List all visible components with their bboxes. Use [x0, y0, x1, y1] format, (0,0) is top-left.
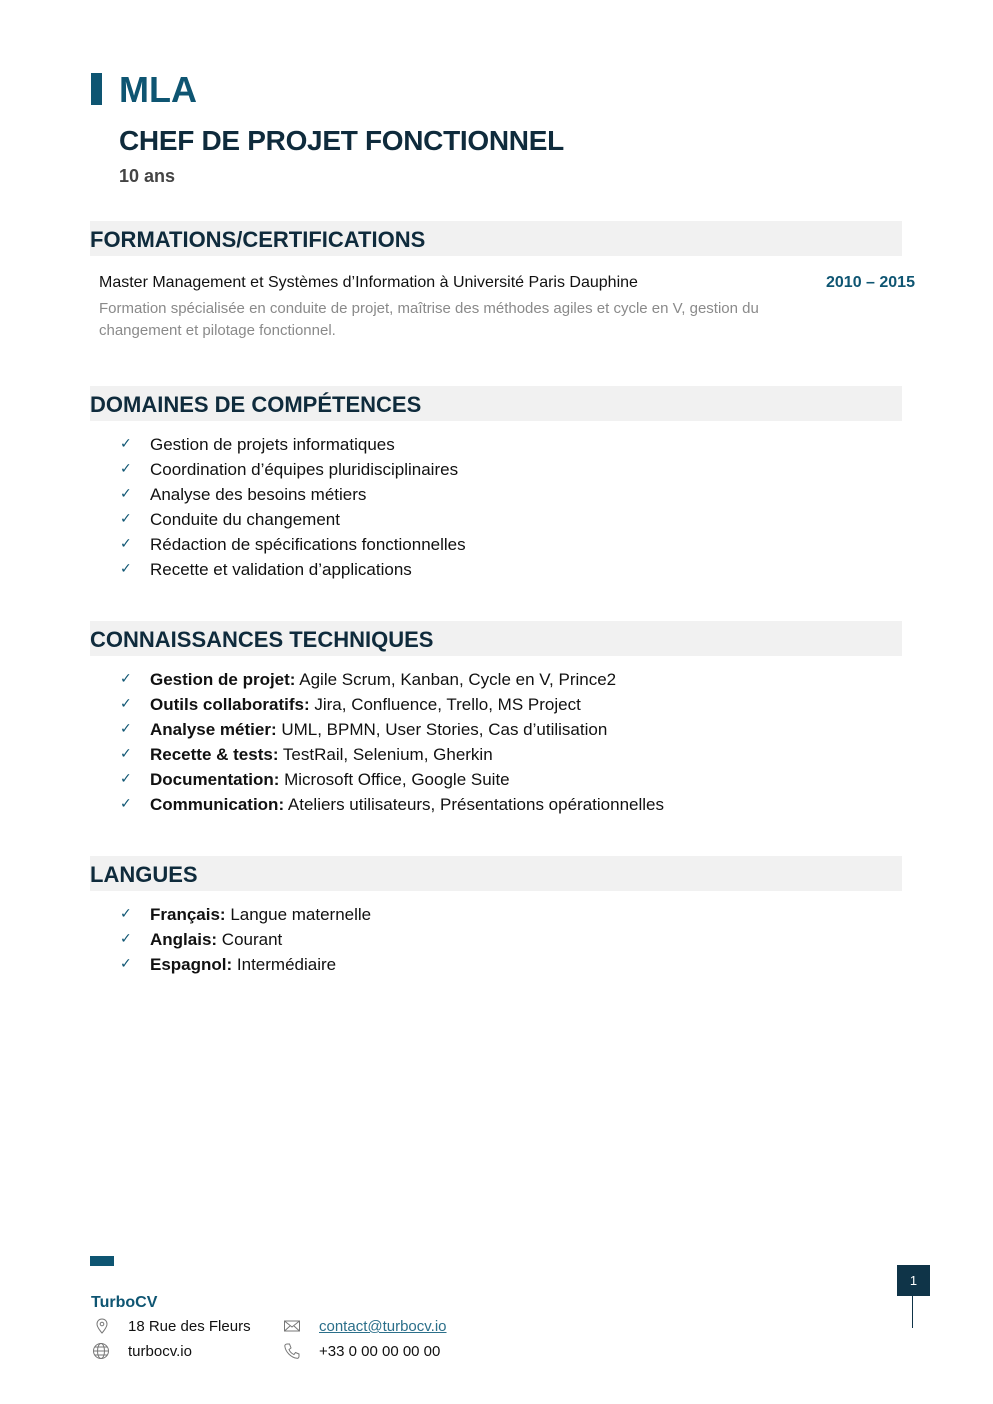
check-icon: ✓ — [120, 906, 132, 922]
check-icon: ✓ — [120, 436, 132, 452]
langues-list — [120, 902, 371, 977]
phone-icon — [283, 1342, 301, 1360]
check-icon: ✓ — [120, 771, 132, 787]
check-icon: ✓ — [120, 796, 132, 812]
education-description: Formation spécialisée en conduite de projet, maîtrise des méthodes agiles et cycle en V, gestion du changement et pilotage fonctionnel. — [99, 300, 759, 339]
footer-email-link[interactable]: contact@turbocv.io — [319, 1318, 447, 1335]
check-icon: ✓ — [120, 486, 132, 502]
check-icon: ✓ — [120, 511, 132, 527]
envelope-icon — [283, 1317, 301, 1335]
list-item: ✓ Recette et validation d’applications — [120, 557, 466, 582]
list-item: ✓ Analyse métier: UML, BPMN, User Stories, Cas d’utilisation — [120, 717, 664, 742]
job-title: CHEF DE PROJET FONCTIONNEL — [119, 125, 564, 156]
page-number-line — [912, 1296, 913, 1328]
check-icon: ✓ — [120, 696, 132, 712]
list-item: ✓ Analyse des besoins métiers — [120, 482, 466, 507]
page-number: 1 — [897, 1265, 930, 1296]
footer-address: 18 Rue des Fleurs — [128, 1318, 251, 1335]
list-item: ✓ Gestion de projet: Agile Scrum, Kanban, Cycle en V, Prince2 — [120, 667, 664, 692]
section-header-competences — [90, 386, 902, 421]
footer-accent-bar — [90, 1256, 114, 1266]
section-title-connaissances: CONNAISSANCES TECHNIQUES — [90, 627, 434, 652]
section-title-langues: LANGUES — [90, 862, 198, 887]
list-item: ✓ Outils collaboratifs: Jira, Confluence, Trello, MS Project — [120, 692, 664, 717]
list-item: ✓ Gestion de projets informatiques — [120, 432, 466, 457]
education-title: Master Management et Systèmes d’Information à Université Paris Dauphine — [99, 274, 638, 291]
section-header-langues — [90, 856, 902, 891]
experience-years: 10 ans — [119, 166, 176, 186]
connaissances-list — [120, 667, 664, 817]
check-icon: ✓ — [120, 721, 132, 737]
footer-phone: +33 0 00 00 00 00 — [319, 1343, 441, 1360]
check-icon: ✓ — [120, 536, 132, 552]
name-accent-bar — [91, 73, 102, 105]
list-item: ✓ Documentation: Microsoft Office, Google Suite — [120, 767, 664, 792]
education-dates: 2010 – 2015 — [826, 274, 915, 291]
check-icon: ✓ — [120, 956, 132, 972]
check-icon: ✓ — [120, 671, 132, 687]
section-header-connaissances — [90, 621, 902, 656]
list-item: ✓ Anglais: Courant — [120, 927, 371, 952]
list-item: ✓ Recette & tests: TestRail, Selenium, Gherkin — [120, 742, 664, 767]
check-icon: ✓ — [120, 461, 132, 477]
footer-website: turbocv.io — [128, 1343, 192, 1360]
check-icon: ✓ — [120, 561, 132, 577]
footer-brand: TurboCV — [91, 1294, 158, 1311]
map-pin-icon — [93, 1317, 111, 1335]
section-title-competences: DOMAINES DE COMPÉTENCES — [90, 392, 422, 417]
globe-icon — [92, 1342, 110, 1360]
candidate-name: MLA — [119, 69, 197, 110]
section-title-formations: FORMATIONS/CERTIFICATIONS — [90, 227, 426, 252]
competences-list — [120, 432, 466, 582]
list-item: ✓ Communication: Ateliers utilisateurs, Présentations opérationnelles — [120, 792, 664, 817]
list-item: ✓ Coordination d’équipes pluridisciplinaires — [120, 457, 466, 482]
list-item: ✓ Conduite du changement — [120, 507, 466, 532]
check-icon: ✓ — [120, 931, 132, 947]
list-item: ✓ Rédaction de spécifications fonctionnelles — [120, 532, 466, 557]
list-item: ✓ Français: Langue maternelle — [120, 902, 371, 927]
check-icon: ✓ — [120, 746, 132, 762]
list-item: ✓ Espagnol: Intermédiaire — [120, 952, 371, 977]
section-header-formations — [90, 221, 902, 256]
